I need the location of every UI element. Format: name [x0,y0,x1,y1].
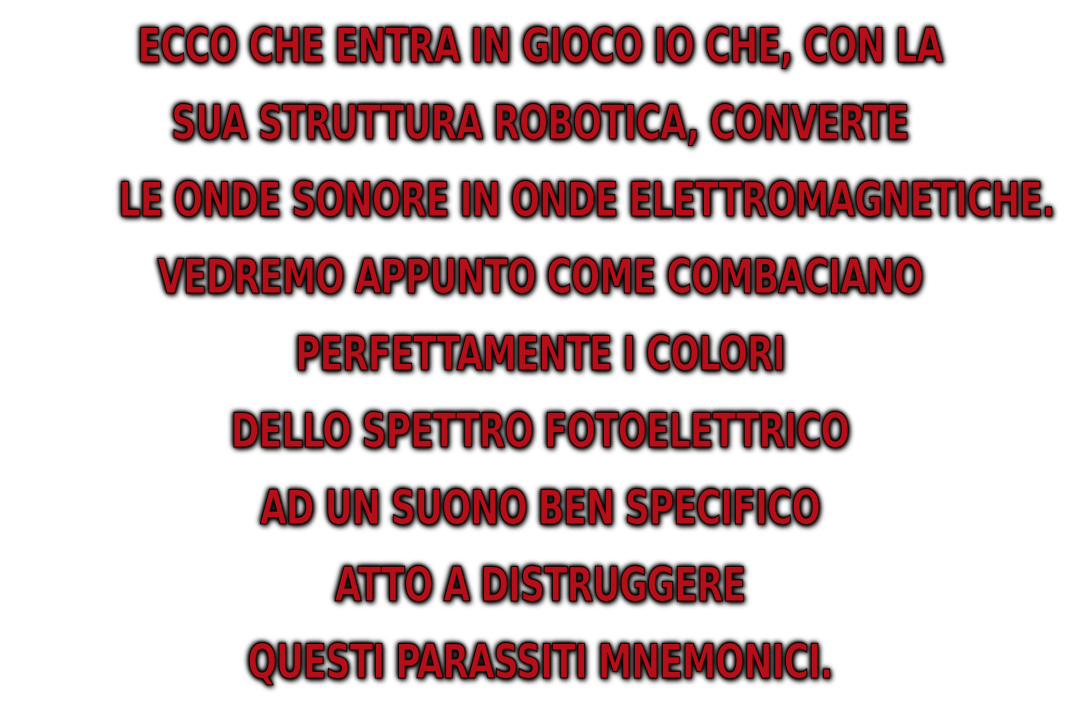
caption-line-5: PERFETTAMENTE I COLORI [295,326,785,383]
caption-line-4: VEDREMO APPUNTO COME COMBACIANO [157,249,923,306]
caption-line-6: DELLO SPETTRO FOTOELETTRICO [230,403,850,460]
caption-text-block [0,8,1080,701]
caption-line-2: SUA STRUTTURA ROBOTICA, CONVERTE [171,95,909,152]
caption-line-9: QUESTI PARASSITI MNEMONICI. [247,634,833,691]
caption-line-3: LE ONDE SONORE IN ONDE ELETTROMAGNETICHE. [118,172,1055,229]
caption-line-1: ECCO CHE ENTRA IN GIOCO IO CHE, CON LA [137,18,943,75]
caption-line-8: ATTO A DISTRUGGERE [334,557,746,614]
caption-line-7: AD UN SUONO BEN SPECIFICO [260,480,820,537]
